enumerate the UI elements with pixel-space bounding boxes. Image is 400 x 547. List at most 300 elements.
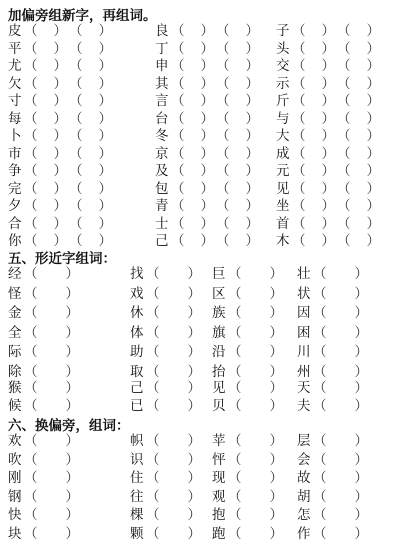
answer-blank[interactable]: （ ） [216, 40, 259, 57]
answer-blank[interactable]: （ ） [337, 58, 380, 74]
base-character: 识 [130, 451, 144, 468]
answer-blank[interactable]: （ ） [228, 305, 283, 321]
answer-blank[interactable]: （ ） [146, 451, 201, 468]
word-cell [8, 145, 112, 164]
answer-blank[interactable]: （ ） [24, 23, 67, 39]
base-character: 怦 [212, 451, 226, 468]
base-character: 因 [297, 305, 311, 321]
answer-blank[interactable]: （ ） [24, 266, 79, 282]
word-cell [297, 304, 368, 323]
base-character: 刚 [8, 470, 22, 486]
answer-blank[interactable]: （ ） [313, 470, 368, 486]
answer-blank[interactable]: （ ） [228, 470, 283, 486]
word-cell [8, 197, 112, 216]
base-character: 见 [212, 380, 226, 396]
word-cell [212, 525, 283, 544]
base-character: 木 [276, 233, 290, 249]
word-cell [276, 215, 380, 234]
answer-blank[interactable]: （ ） [216, 93, 259, 109]
word-cell [276, 22, 380, 41]
answer-blank[interactable]: （ ） [216, 128, 259, 144]
answer-blank[interactable]: （ ） [337, 198, 380, 214]
answer-blank[interactable]: （ ） [216, 23, 259, 39]
base-character: 青 [155, 198, 169, 214]
answer-blank[interactable]: （ ） [146, 488, 201, 505]
answer-blank[interactable]: （ ） [292, 58, 335, 74]
answer-blank[interactable]: （ ） [69, 198, 112, 214]
answer-blank[interactable]: （ ） [24, 507, 79, 523]
answer-blank[interactable]: （ ） [69, 110, 112, 127]
base-character: 欢 [8, 433, 22, 449]
answer-blank[interactable]: （ ） [313, 507, 368, 523]
answer-blank[interactable]: （ ） [228, 363, 283, 380]
answer-blank[interactable]: （ ） [69, 23, 112, 39]
answer-blank[interactable]: （ ） [146, 266, 201, 282]
base-character: 首 [276, 215, 290, 232]
worksheet-row [0, 469, 400, 488]
base-character: 区 [212, 285, 226, 302]
answer-blank[interactable]: （ ） [292, 198, 335, 214]
base-character: 找 [130, 266, 144, 282]
answer-blank[interactable]: （ ） [146, 433, 201, 449]
answer-blank[interactable]: （ ） [24, 180, 67, 197]
worksheet-row [0, 162, 400, 181]
answer-blank[interactable]: （ ） [216, 145, 259, 162]
base-character: 经 [8, 266, 22, 282]
base-character: 头 [276, 40, 290, 57]
base-character: 示 [276, 75, 290, 92]
answer-blank[interactable]: （ ） [171, 180, 214, 197]
answer-blank[interactable]: （ ） [216, 75, 259, 92]
answer-blank[interactable]: （ ） [171, 75, 214, 92]
answer-blank[interactable]: （ ） [313, 488, 368, 505]
answer-blank[interactable]: （ ） [313, 525, 368, 542]
answer-blank[interactable]: （ ） [24, 525, 79, 542]
answer-blank[interactable]: （ ） [216, 215, 259, 232]
word-cell [297, 451, 368, 470]
answer-blank[interactable]: （ ） [24, 145, 67, 162]
answer-blank[interactable]: （ ） [24, 398, 79, 414]
word-cell [8, 265, 79, 284]
worksheet-row [0, 110, 400, 129]
worksheet-row [0, 343, 400, 362]
answer-blank[interactable]: （ ） [292, 145, 335, 162]
word-cell [212, 379, 283, 398]
base-character: 士 [155, 215, 169, 232]
answer-blank[interactable]: （ ） [146, 470, 201, 486]
base-character: 交 [276, 58, 290, 74]
word-cell [155, 92, 259, 111]
answer-blank[interactable]: （ ） [216, 180, 259, 197]
answer-blank[interactable]: （ ） [146, 507, 201, 523]
base-character: 助 [130, 344, 144, 360]
base-character: 体 [130, 324, 144, 341]
word-cell [155, 57, 259, 76]
answer-blank[interactable]: （ ） [216, 163, 259, 179]
answer-blank[interactable]: （ ） [171, 58, 214, 74]
word-cell [297, 379, 368, 398]
word-cell [130, 379, 201, 398]
base-character: 京 [155, 145, 169, 162]
answer-blank[interactable]: （ ） [24, 433, 79, 449]
base-character: 言 [155, 93, 169, 109]
word-cell [276, 57, 380, 76]
word-cell [212, 343, 283, 362]
base-character: 大 [276, 128, 290, 144]
section1-title: 加偏旁组新字，再组词。 [8, 8, 157, 24]
worksheet-row [0, 451, 400, 470]
answer-blank[interactable]: （ ） [292, 75, 335, 92]
base-character: 壮 [297, 266, 311, 282]
base-character: 吹 [8, 451, 22, 468]
word-cell [276, 127, 380, 146]
worksheet-row [0, 22, 400, 41]
word-cell [297, 324, 368, 343]
answer-blank[interactable]: （ ） [146, 324, 201, 341]
word-cell [8, 180, 112, 199]
answer-blank[interactable]: （ ） [146, 285, 201, 302]
base-character: 块 [8, 525, 22, 542]
answer-blank[interactable]: （ ） [337, 180, 380, 197]
base-character: 争 [8, 163, 22, 179]
answer-blank[interactable]: （ ） [24, 128, 67, 144]
worksheet-row [0, 145, 400, 164]
word-cell [8, 285, 79, 304]
base-character: 冬 [155, 128, 169, 144]
word-cell [155, 22, 259, 41]
base-character: 观 [212, 488, 226, 505]
answer-blank[interactable]: （ ） [24, 40, 67, 57]
base-character: 怎 [297, 507, 311, 523]
answer-blank[interactable]: （ ） [69, 58, 112, 74]
base-character: 会 [297, 451, 311, 468]
base-character: 州 [297, 363, 311, 380]
base-character: 夫 [297, 398, 311, 414]
answer-blank[interactable]: （ ） [216, 110, 259, 127]
word-cell [155, 40, 259, 59]
word-cell [212, 397, 283, 416]
word-cell [8, 451, 79, 470]
answer-blank[interactable]: （ ） [146, 525, 201, 542]
word-cell [212, 469, 283, 488]
word-cell [130, 525, 201, 544]
word-cell [8, 215, 112, 234]
answer-blank[interactable]: （ ） [146, 363, 201, 380]
answer-blank[interactable]: （ ） [292, 163, 335, 179]
worksheet-row [0, 324, 400, 343]
answer-blank[interactable]: （ ） [337, 233, 380, 249]
word-cell [212, 506, 283, 525]
answer-blank[interactable]: （ ） [313, 398, 368, 414]
word-cell [212, 265, 283, 284]
base-character: 际 [8, 344, 22, 360]
answer-blank[interactable]: （ ） [171, 145, 214, 162]
base-character: 你 [8, 233, 22, 249]
answer-blank[interactable]: （ ） [337, 23, 380, 39]
answer-blank[interactable]: （ ） [337, 128, 380, 144]
answer-blank[interactable]: （ ） [313, 324, 368, 341]
answer-blank[interactable]: （ ） [216, 58, 259, 74]
word-cell [8, 40, 112, 59]
base-character: 合 [8, 215, 22, 232]
word-cell [212, 304, 283, 323]
answer-blank[interactable]: （ ） [24, 488, 79, 505]
worksheet-row [0, 304, 400, 323]
base-character: 元 [276, 163, 290, 179]
answer-blank[interactable]: （ ） [24, 285, 79, 302]
worksheet-row [0, 215, 400, 234]
answer-blank[interactable]: （ ） [292, 128, 335, 144]
base-character: 卜 [8, 128, 22, 144]
worksheet-row [0, 197, 400, 216]
answer-blank[interactable]: （ ） [69, 75, 112, 92]
answer-blank[interactable]: （ ） [69, 180, 112, 197]
word-cell [130, 506, 201, 525]
answer-blank[interactable]: （ ） [337, 163, 380, 179]
base-character: 子 [276, 23, 290, 39]
answer-blank[interactable]: （ ） [313, 380, 368, 396]
answer-blank[interactable]: （ ） [228, 324, 283, 341]
word-cell [297, 343, 368, 362]
word-cell [212, 451, 283, 470]
word-cell [8, 469, 79, 488]
word-cell [155, 197, 259, 216]
answer-blank[interactable]: （ ） [313, 285, 368, 302]
base-character: 欠 [8, 75, 22, 92]
base-character: 跑 [212, 525, 226, 542]
base-character: 完 [8, 180, 22, 197]
word-cell [212, 488, 283, 507]
base-character: 除 [8, 363, 22, 380]
base-character: 往 [130, 488, 144, 505]
answer-blank[interactable]: （ ） [24, 93, 67, 109]
base-character: 作 [297, 525, 311, 542]
base-character: 帜 [130, 433, 144, 449]
word-cell [8, 506, 79, 525]
answer-blank[interactable]: （ ） [313, 433, 368, 449]
base-character: 斤 [276, 93, 290, 109]
answer-blank[interactable]: （ ） [292, 110, 335, 127]
answer-blank[interactable]: （ ） [216, 198, 259, 214]
answer-blank[interactable]: （ ） [24, 233, 67, 249]
worksheet-row [0, 57, 400, 76]
answer-blank[interactable]: （ ） [146, 380, 201, 396]
base-character: 丁 [155, 40, 169, 57]
answer-blank[interactable]: （ ） [69, 215, 112, 232]
answer-blank[interactable]: （ ） [24, 470, 79, 486]
answer-blank[interactable]: （ ） [24, 198, 67, 214]
base-character: 包 [155, 180, 169, 197]
base-character: 良 [155, 23, 169, 39]
answer-blank[interactable]: （ ） [24, 110, 67, 127]
base-character: 己 [130, 380, 144, 396]
answer-blank[interactable]: （ ） [292, 233, 335, 249]
answer-blank[interactable]: （ ） [171, 93, 214, 109]
word-cell [297, 488, 368, 507]
word-cell [276, 232, 380, 251]
word-cell [8, 304, 79, 323]
answer-blank[interactable]: （ ） [69, 40, 112, 57]
word-cell [8, 525, 79, 544]
word-cell [297, 397, 368, 416]
base-character: 抬 [212, 363, 226, 380]
word-cell [155, 162, 259, 181]
base-character: 抱 [212, 507, 226, 523]
base-character: 尤 [8, 58, 22, 74]
worksheet-row [0, 265, 400, 284]
base-character: 困 [297, 324, 311, 341]
worksheet-row [0, 506, 400, 525]
word-cell [130, 488, 201, 507]
base-character: 申 [155, 58, 169, 74]
base-character: 贝 [212, 398, 226, 414]
word-cell [276, 75, 380, 94]
word-cell [8, 92, 112, 111]
answer-blank[interactable]: （ ） [337, 145, 380, 162]
word-cell [155, 75, 259, 94]
word-cell [297, 265, 368, 284]
answer-blank[interactable]: （ ） [228, 433, 283, 449]
answer-blank[interactable]: （ ） [24, 58, 67, 74]
answer-blank[interactable]: （ ） [313, 266, 368, 282]
base-character: 休 [130, 305, 144, 321]
answer-blank[interactable]: （ ） [228, 344, 283, 360]
answer-blank[interactable]: （ ） [171, 163, 214, 179]
answer-blank[interactable]: （ ） [337, 40, 380, 57]
answer-blank[interactable]: （ ） [228, 507, 283, 523]
worksheet-row [0, 379, 400, 398]
answer-blank[interactable]: （ ） [292, 180, 335, 197]
answer-blank[interactable]: （ ） [24, 344, 79, 360]
word-cell [130, 265, 201, 284]
answer-blank[interactable]: （ ） [69, 163, 112, 179]
word-cell [276, 92, 380, 111]
answer-blank[interactable]: （ ） [313, 451, 368, 468]
word-cell [155, 145, 259, 164]
answer-blank[interactable]: （ ） [228, 266, 283, 282]
word-cell [8, 162, 112, 181]
base-character: 天 [297, 380, 311, 396]
answer-blank[interactable]: （ ） [24, 324, 79, 341]
worksheet-row [0, 285, 400, 304]
answer-blank[interactable]: （ ） [313, 363, 368, 380]
word-cell [297, 285, 368, 304]
word-cell [212, 432, 283, 451]
answer-blank[interactable]: （ ） [337, 93, 380, 109]
word-cell [276, 162, 380, 181]
answer-blank[interactable]: （ ） [313, 344, 368, 360]
base-character: 怪 [8, 285, 22, 302]
answer-blank[interactable]: （ ） [69, 93, 112, 109]
word-cell [276, 145, 380, 164]
worksheet-row [0, 488, 400, 507]
base-character: 候 [8, 398, 22, 414]
answer-blank[interactable]: （ ） [171, 215, 214, 232]
base-character: 棵 [130, 507, 144, 523]
answer-blank[interactable]: （ ） [69, 145, 112, 162]
answer-blank[interactable]: （ ） [24, 163, 67, 179]
base-character: 台 [155, 110, 169, 127]
word-cell [276, 110, 380, 129]
word-cell [130, 397, 201, 416]
answer-blank[interactable]: （ ） [171, 40, 214, 57]
answer-blank[interactable]: （ ） [337, 110, 380, 127]
answer-blank[interactable]: （ ） [24, 305, 79, 321]
worksheet-row [0, 40, 400, 59]
answer-blank[interactable]: （ ） [216, 233, 259, 249]
answer-blank[interactable]: （ ） [228, 488, 283, 505]
answer-blank[interactable]: （ ） [313, 305, 368, 321]
answer-blank[interactable]: （ ） [24, 363, 79, 380]
worksheet-row [0, 75, 400, 94]
answer-blank[interactable]: （ ） [146, 398, 201, 414]
base-character: 寸 [8, 93, 22, 109]
word-cell [8, 22, 112, 41]
base-character: 钢 [8, 488, 22, 505]
answer-blank[interactable]: （ ） [337, 215, 380, 232]
base-character: 戏 [130, 285, 144, 302]
answer-blank[interactable]: （ ） [292, 93, 335, 109]
word-cell [8, 324, 79, 343]
answer-blank[interactable]: （ ） [24, 380, 79, 396]
answer-blank[interactable]: （ ） [171, 23, 214, 39]
answer-blank[interactable]: （ ） [69, 233, 112, 249]
base-character: 成 [276, 145, 290, 162]
word-cell [130, 324, 201, 343]
answer-blank[interactable]: （ ） [337, 75, 380, 92]
word-cell [155, 180, 259, 199]
answer-blank[interactable]: （ ） [228, 398, 283, 414]
base-character: 市 [8, 145, 22, 162]
word-cell [276, 180, 380, 199]
base-character: 夕 [8, 198, 22, 214]
answer-blank[interactable]: （ ） [171, 198, 214, 214]
base-character: 猴 [8, 380, 22, 396]
base-character: 全 [8, 324, 22, 341]
answer-blank[interactable]: （ ） [146, 305, 201, 321]
answer-blank[interactable]: （ ） [228, 451, 283, 468]
answer-blank[interactable]: （ ） [171, 128, 214, 144]
base-character: 已 [130, 398, 144, 414]
word-cell [130, 469, 201, 488]
answer-blank[interactable]: （ ） [24, 75, 67, 92]
word-cell [155, 232, 259, 251]
answer-blank[interactable]: （ ） [24, 451, 79, 468]
word-cell [297, 506, 368, 525]
base-character: 苹 [212, 433, 226, 449]
word-cell [8, 57, 112, 76]
answer-blank[interactable]: （ ） [228, 525, 283, 542]
answer-blank[interactable]: （ ） [228, 380, 283, 396]
word-cell [130, 343, 201, 362]
answer-blank[interactable]: （ ） [171, 233, 214, 249]
answer-blank[interactable]: （ ） [292, 215, 335, 232]
answer-blank[interactable]: （ ） [24, 215, 67, 232]
section6-title: 六、换偏旁，组词： [8, 418, 130, 434]
base-character: 与 [276, 110, 290, 127]
word-cell [130, 432, 201, 451]
worksheet-row [0, 525, 400, 544]
answer-blank[interactable]: （ ） [69, 128, 112, 144]
base-character: 快 [8, 507, 22, 523]
word-cell [212, 324, 283, 343]
answer-blank[interactable]: （ ） [228, 285, 283, 302]
answer-blank[interactable]: （ ） [292, 23, 335, 39]
word-cell [8, 488, 79, 507]
answer-blank[interactable]: （ ） [171, 110, 214, 127]
answer-blank[interactable]: （ ） [146, 344, 201, 360]
answer-blank[interactable]: （ ） [292, 40, 335, 57]
